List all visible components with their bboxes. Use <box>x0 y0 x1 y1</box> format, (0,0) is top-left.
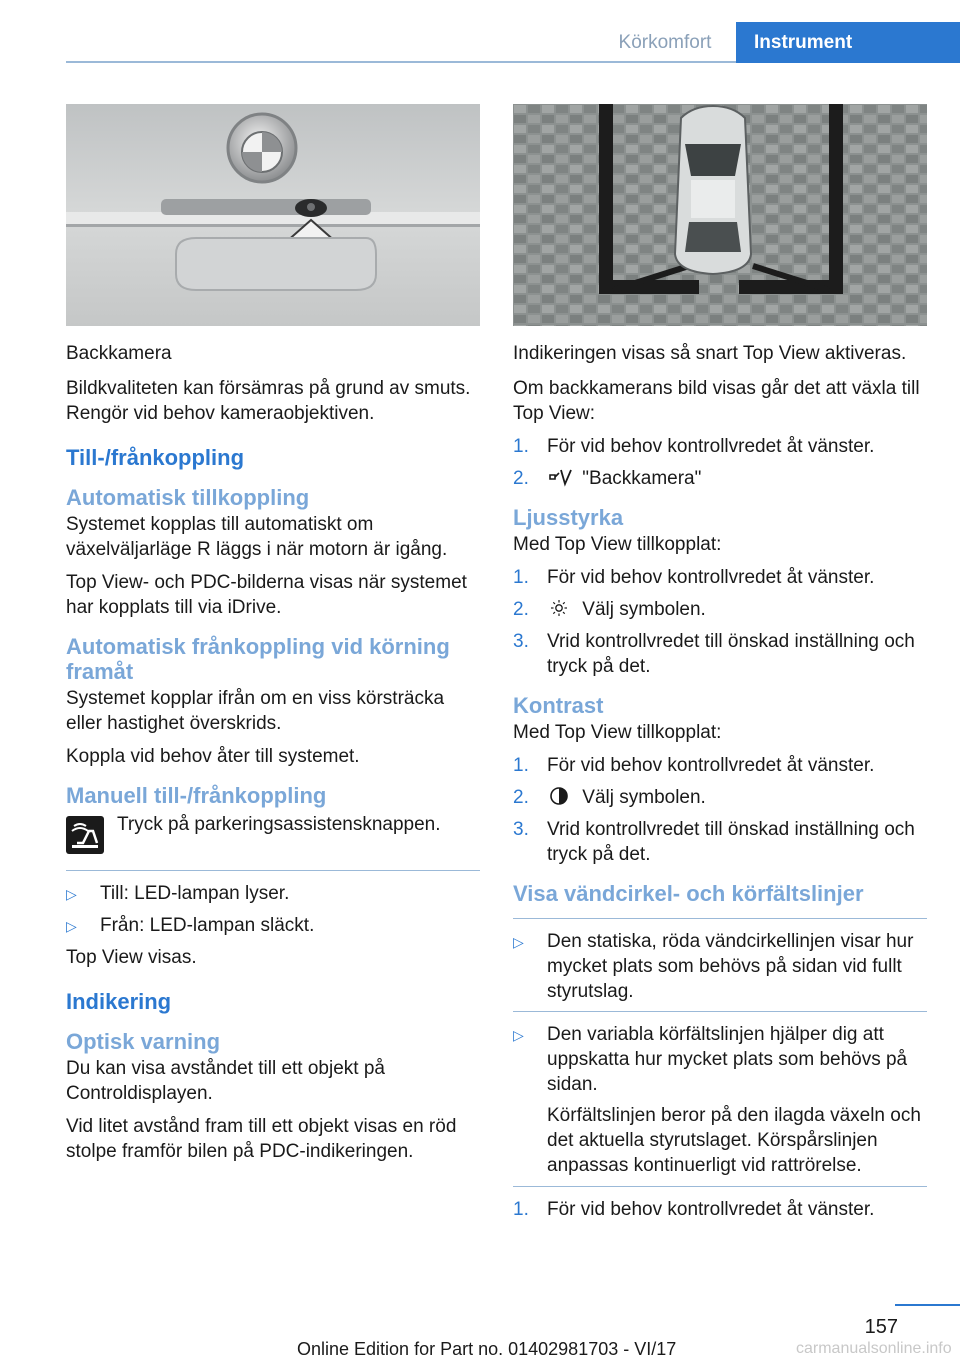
step-item: 2. Välj symbolen. <box>513 787 706 808</box>
heading-indikering: Indikering <box>66 989 172 1014</box>
step-item: 1. För vid behov kontrollvredet åt vänster. <box>513 436 875 457</box>
intro-paragraph: Bildkvaliteten kan försämras på grund av smuts. Rengör vid behov kameraobjektiven. <box>66 378 471 424</box>
heading-automatisk-tillkoppling: Automatisk tillkoppling <box>66 485 310 510</box>
heading-optisk-varning: Optisk varning <box>66 1029 221 1054</box>
paragraph-optical-2: Vid litet avstånd fram till ett objekt visas en röd stolpe framför bilen på PDC-indikeringen. <box>66 1116 457 1162</box>
caption-top-view: Indikeringen visas så snart Top View aktiveras. <box>513 343 907 364</box>
heading-automatisk-frankoppling: Automatisk frånkoppling vid körning framåt <box>66 634 450 684</box>
heading-manuell: Manuell till-/frånkoppling <box>66 783 327 808</box>
step-item: 1. För vid behov kontrollvredet åt vänster. <box>513 755 875 776</box>
step-item: 3. Vrid kontrollvredet till önskad inställning och tryck på det. <box>513 631 915 677</box>
paragraph-auto-off-2: Koppla vid behov åter till systemet. <box>66 746 360 767</box>
top-view-display-image <box>513 104 927 326</box>
tab-instrument[interactable]: Instrument <box>736 22 960 63</box>
paragraph-optical-1: Du kan visa avståndet till ett objekt på Controldisplayen. <box>66 1058 385 1104</box>
park-assist-row <box>66 812 480 858</box>
tab-korkomfort[interactable]: Körkomfort <box>618 32 712 53</box>
paragraph-auto-on-2: Top View- och PDC-bilderna visas när systemet har kopplats till via iDrive. <box>66 572 467 618</box>
camera-icon <box>547 467 573 487</box>
step-item: 1. För vid behov kontrollvredet åt vänster. <box>513 1199 875 1220</box>
list-item: ▷ Från: LED-lampan släckt. <box>66 913 480 938</box>
triangle-right-icon: ▷ <box>66 918 77 934</box>
list-item: ▷ Till: LED-lampan lyser. <box>66 881 480 906</box>
right-column <box>513 338 927 1229</box>
footer-rule <box>895 1304 960 1306</box>
paragraph-auto-off-1: Systemet kopplar ifrån om en viss körsträcka eller hastighet överskrids. <box>66 688 445 734</box>
paragraph-bright: Med Top View tillkopplat: <box>513 534 722 555</box>
park-assist-instruction: Tryck på parkeringsassistensknappen. <box>117 814 441 835</box>
list-subparagraph: Körfältslinjen beror på den ilagda växeln och det aktuella styrutslaget. Körspårslinjen anpassas kontinuerligt vid rattrörelse. <box>547 1105 921 1176</box>
step-item: 3. Vrid kontrollvredet till önskad inställning och tryck på det. <box>513 819 915 865</box>
list-rule <box>513 1011 927 1012</box>
page-number: 157 <box>864 1316 898 1338</box>
list-item: ▷ Den variabla körfältslinjen hjälper dig att uppskatta hur mycket plats som behövs på sidan. Körfältslinjen beror på den ilagda växeln och det aktuella styrutslaget. Körspårslinjen anpassas kontinuerligt vid rattrörelse. <box>513 1022 927 1178</box>
caption-backkamera: Backkamera <box>66 343 172 364</box>
triangle-right-icon: ▷ <box>513 1027 524 1043</box>
step-item: 2. Välj symbolen. <box>513 599 706 620</box>
list-rule <box>513 918 927 919</box>
watermark: carmanualsonline.info <box>796 1340 952 1357</box>
paragraph-switch: Om backkamerans bild visas går det att växla till Top View: <box>513 378 920 424</box>
edition-text: Online Edition for Part no. 01402981703 - VI/17 <box>297 1339 677 1359</box>
list-rule <box>66 870 480 871</box>
step-item: 2. "Backkamera" <box>513 468 702 489</box>
heading-ljusstyrka: Ljusstyrka <box>513 505 624 530</box>
contrast-icon <box>547 786 573 806</box>
sun-icon <box>547 598 573 618</box>
list-item: ▷ Den statiska, röda vändcirkellinjen visar hur mycket plats som behövs på sidan vid fullt styrutslag. <box>513 931 914 1002</box>
heading-till-frankoppling: Till-/frånkoppling <box>66 445 245 470</box>
heading-kontrast: Kontrast <box>513 693 604 718</box>
paragraph-contrast: Med Top View tillkopplat: <box>513 722 722 743</box>
left-column <box>66 338 480 1172</box>
rear-camera-photo <box>66 104 480 326</box>
step-item: 1. För vid behov kontrollvredet åt vänster. <box>513 567 875 588</box>
paragraph-auto-on-1: Systemet kopplas till automatiskt om växelväljarläge R läggs i när motorn är igång. <box>66 514 448 560</box>
paragraph-topview: Top View visas. <box>66 947 197 968</box>
list-rule <box>513 1186 927 1187</box>
triangle-right-icon: ▷ <box>66 886 77 902</box>
heading-vandcirkel: Visa vändcirkel- och körfältslinjer <box>513 881 864 906</box>
park-assist-button-icon <box>66 816 104 854</box>
triangle-right-icon: ▷ <box>513 934 524 950</box>
